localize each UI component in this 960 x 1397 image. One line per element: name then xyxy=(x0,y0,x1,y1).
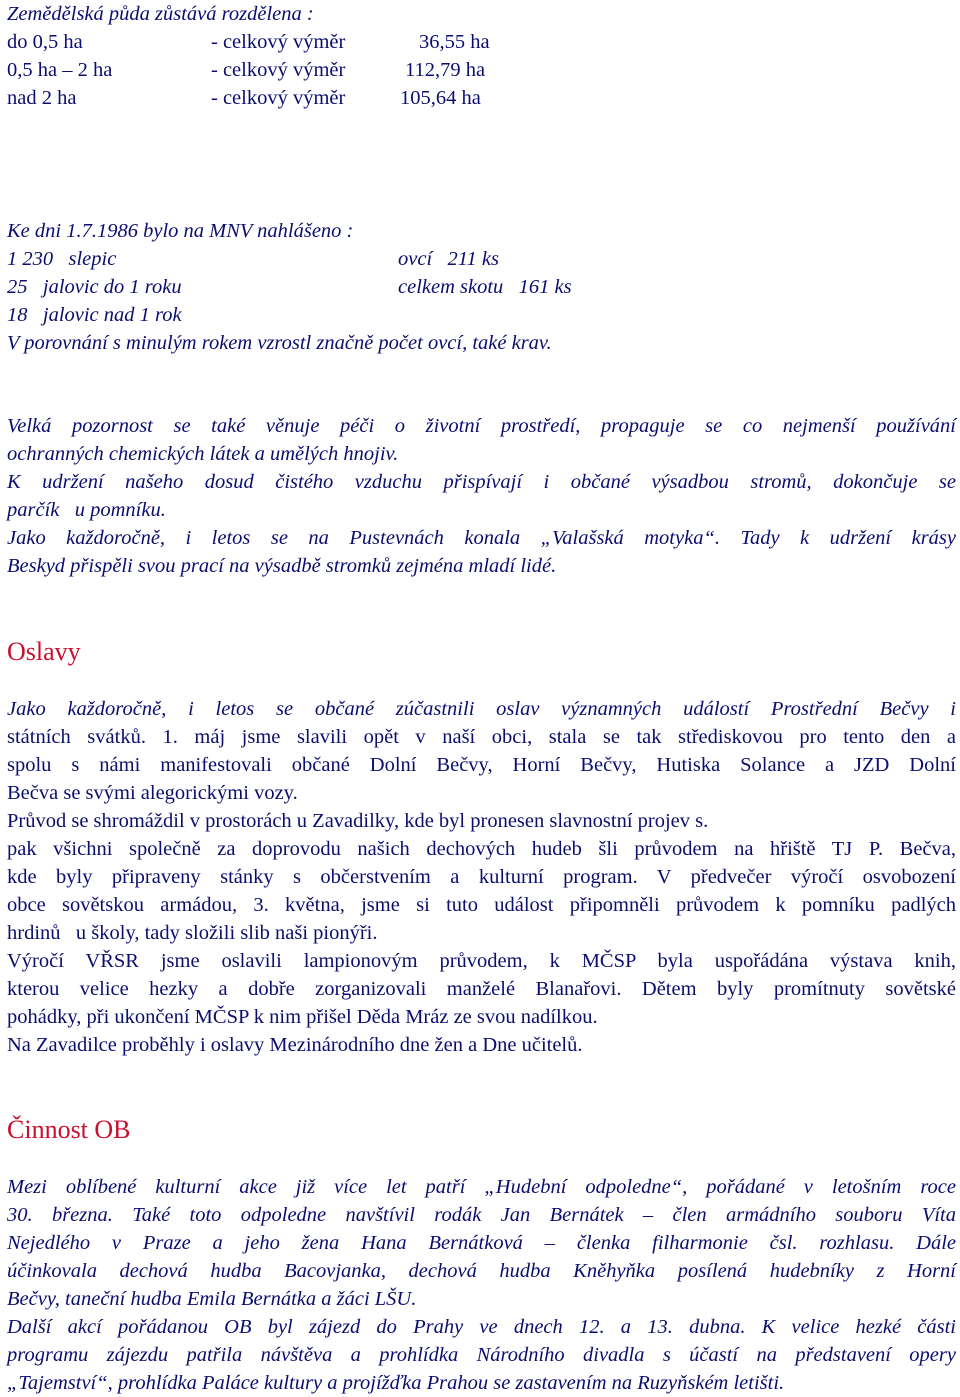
paragraph-line: Mezi oblíbené kulturní akce již více let patří „Hudební odpoledne“, pořádané v letošním roce xyxy=(7,1176,956,1198)
paragraph-line: K udržení našeho dosud čistého vzduchu přispívají i občané výsadbou stromů, dokončuje se xyxy=(7,471,956,493)
land-row xyxy=(7,84,956,112)
land-row xyxy=(7,28,956,56)
livestock-section xyxy=(7,217,956,357)
land-row xyxy=(7,56,956,84)
paragraph-line: kde byly připraveny stánky s občerstvením a kulturní program. V předvečer výročí osvobození xyxy=(7,866,956,888)
paragraph-line: spolu s námi manifestovali občané Dolní Bečvy, Horní Bečvy, Hutiska Solance a JZD Dolní xyxy=(7,754,956,776)
land-range: do 0,5 ha xyxy=(7,31,83,53)
livestock-row xyxy=(7,273,956,301)
paragraph-line: Beskyd přispěli svou prací na výsadbě stromků zejména mladí lidé. xyxy=(7,555,557,577)
cinnost-section xyxy=(7,1173,956,1397)
paragraph-line: Bečvy, taneční hudba Emila Bernátka a žáci LŠU. xyxy=(7,1288,417,1310)
livestock-right: ovcí 211 ks xyxy=(398,248,499,270)
land-value: 112,79 ha xyxy=(405,59,486,81)
paragraph-line: parčík u pomníku. xyxy=(7,499,166,521)
environment-section xyxy=(7,412,956,580)
paragraph-line: Jako každoročně, i letos se občané zúčastnili oslav významných událostí Prostřední Bečvy i xyxy=(7,698,956,720)
paragraph-line: obce sovětskou armádou, 3. května, jsme si tuto událost připomněli průvodem k pomníku padlých xyxy=(7,894,956,916)
paragraph-line: pohádky, při ukončení MČSP k nim přišel Děda Mráz ze svou nadílkou. xyxy=(7,1006,598,1028)
paragraph-line: kterou velice hezky a dobře zorganizovali manželé Blanařovi. Dětem byly promítnuty sovětské xyxy=(7,978,956,1000)
land-value: 105,64 ha xyxy=(400,87,481,109)
paragraph-line: státních svátků. 1. máj jsme slavili opět v naší obci, stala se tak střediskovou pro tento den a xyxy=(7,726,956,748)
paragraph-line: ochranných chemických látek a umělých hnojiv. xyxy=(7,443,399,465)
paragraph-line: programu zájezdu patřila návštěva a prohlídka Národního divadla s účastí na představení opery xyxy=(7,1344,956,1366)
land-label: - celkový výměr xyxy=(211,59,346,81)
paragraph-line: účinkovala dechová hudba Bacovjanka, dechová hudba Kněhyňka posílená hudebníky z Horní xyxy=(7,1260,956,1282)
livestock-note: V porovnání s minulým rokem vzrostl značně počet ovcí, také krav. xyxy=(7,332,552,354)
paragraph-line: pak všichni společně za doprovodu našich dechových hudeb šli průvodem na hřiště TJ P. Bečva, xyxy=(7,838,956,860)
land-label: - celkový výměr xyxy=(211,31,346,53)
land-range: 0,5 ha – 2 ha xyxy=(7,59,113,81)
paragraph-line: Jako každoročně, i letos se na Pustevnách konala „Valašská motyka“. Tady k udržení krásy xyxy=(7,527,956,549)
paragraph-line: Na Zavadilce proběhly i oslavy Mezinárodního dne žen a Dne učitelů. xyxy=(7,1034,583,1056)
livestock-intro: Ke dni 1.7.1986 bylo na MNV nahlášeno : xyxy=(7,220,354,242)
land-section xyxy=(7,0,956,112)
paragraph-line: Nejedlého v Praze a jeho žena Hana Bernátková – členka filharmonie čsl. rozhlasu. Dále xyxy=(7,1232,956,1254)
livestock-row xyxy=(7,301,956,329)
livestock-left: 1 230 slepic xyxy=(7,248,117,270)
section-heading-cinnost-ob: Činnost OB xyxy=(7,1115,131,1144)
paragraph-line: Průvod se shromáždil v prostorách u Zavadilky, kde byl pronesen slavnostní projev s. xyxy=(7,810,709,832)
section-heading-oslavy: Oslavy xyxy=(7,637,81,666)
paragraph-line: Další akcí pořádanou OB byl zájezd do Prahy ve dnech 12. a 13. dubna. K velice hezké části xyxy=(7,1316,956,1338)
oslavy-section xyxy=(7,695,956,1059)
land-intro: Zemědělská půda zůstává rozdělena : xyxy=(7,3,314,25)
paragraph-line: „Tajemství“, prohlídka Paláce kultury a projížďka Prahou se zastavením na Ruzyňském letišti. xyxy=(7,1372,785,1394)
paragraph-line: Velká pozornost se také věnuje péči o životní prostředí, propaguje se co nejmenší používání xyxy=(7,415,956,437)
livestock-left: 18 jalovic nad 1 rok xyxy=(7,304,182,326)
paragraph-line: hrdinů u školy, tady složili slib naši pionýři. xyxy=(7,922,378,944)
livestock-row xyxy=(7,245,956,273)
land-label: - celkový výměr xyxy=(211,87,346,109)
land-range: nad 2 ha xyxy=(7,87,77,109)
livestock-left: 25 jalovic do 1 roku xyxy=(7,276,182,298)
paragraph-line: 30. března. Také toto odpoledne navštívil rodák Jan Bernátek – člen armádního souboru Víta xyxy=(7,1204,956,1226)
land-value: 36,55 ha xyxy=(419,31,490,53)
paragraph-line: Bečva se svými alegorickými vozy. xyxy=(7,782,298,804)
paragraph-line: Výročí VŘSR jsme oslavili lampionovým průvodem, k MČSP byla uspořádána výstava knih, xyxy=(7,950,956,972)
livestock-right: celkem skotu 161 ks xyxy=(398,276,572,298)
